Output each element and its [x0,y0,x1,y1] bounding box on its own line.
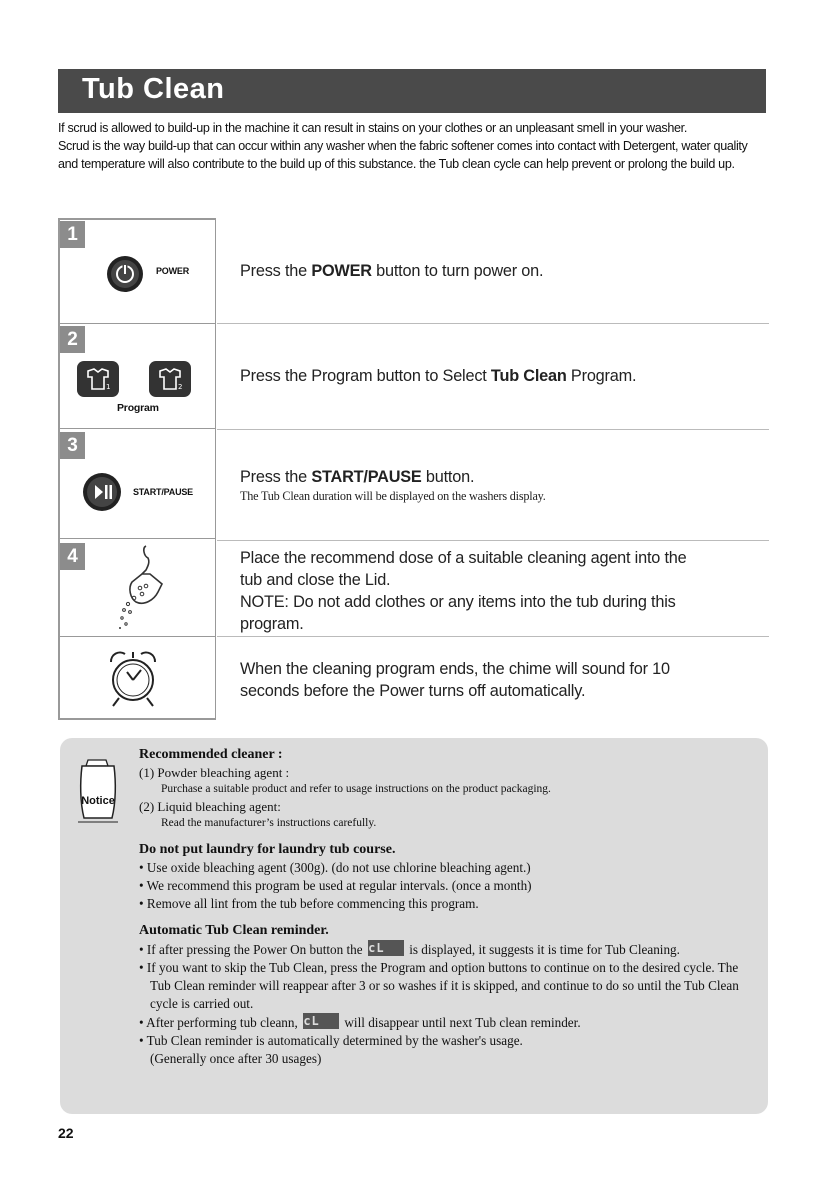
row-divider [217,540,769,541]
program-button-2-icon [148,360,192,398]
step-5-instruction [240,658,670,702]
notice-item: (1) Powder bleaching agent : [139,765,290,780]
page-number: 22 [58,1125,74,1141]
step-3-subtext: The Tub Clean duration will be displayed on the washers display. [240,489,546,503]
step-divider [58,538,216,539]
step-number-badge: 3 [60,432,85,459]
step-5-line: When the cleaning program ends, the chime will sound for 10 [240,660,670,678]
step-divider [58,323,216,324]
power-button-icon [106,255,144,293]
step-4-instruction [240,547,687,635]
lcd-tcl-indicator: tcL [303,1013,339,1029]
svg-text:1: 1 [106,383,111,391]
step-2-instruction [240,365,636,387]
step-4-line: Place the recommend dose of a suitable cleaning agent into the [240,549,687,567]
intro-text [58,119,770,173]
alarm-clock-icon [105,648,161,710]
step-number-badge: 4 [60,543,85,570]
steps-icon-column [58,218,216,720]
notice-bullet: • We recommend this program be used at regular intervals. (once a month) [139,878,532,893]
notice-item-detail: Read the manufacturer’s instructions carefully. [161,817,377,829]
step-2-bold: Tub Clean [490,367,567,385]
notice-bullet: • Tub Clean reminder is automatically determined by the washer's usage. [139,1033,523,1048]
step-4-line: tub and close the Lid. [240,571,391,589]
notice-icon [76,752,120,826]
notice-icon-label: Notice [81,795,115,807]
detergent-scoop-icon [114,544,170,630]
step-5-line: seconds before the Power turns off automatically. [240,682,586,700]
notice-bullet: • If after pressing the Power On button the tcL is displayed, it suggests it is time for Tub Cleaning. [139,941,680,957]
step-3-bold: START/PAUSE [311,468,422,486]
step-4-line: program. [240,615,304,633]
row-divider [217,636,769,637]
notice-bullet: • If you want to skip the Tub Clean, press the Program and option buttons to continue on to the desired cycle. The Tub Clean reminder will reappear after 3 or so washes if it is skipped, and continue to do so until the Tub Clean cycle is carried out. [139,960,739,1011]
notice-bullet-detail: (Generally once after 30 usages) [150,1051,322,1066]
step-3-text: Press the [240,468,312,486]
program-button-1-icon [76,360,120,398]
lcd-tcl-indicator: tcL [368,940,404,956]
step-divider [58,428,216,429]
intro-paragraph: Scrud is the way build-up that can occur within any washer when the fabric softener comes into contact with Detergent, water quality and temperature will also contribute to the build up of this substance. the Tub clean cycle can help prevent or prolong the build up. [58,139,748,171]
intro-paragraph: If scrud is allowed to build-up in the machine it can result in stains on your clothes or an unpleasant smell in your washer. [58,121,687,135]
step-2-text-end: Program. [566,367,637,385]
row-divider [217,323,769,324]
step-4-line: NOTE: Do not add clothes or any items into the tub during this [240,593,676,611]
program-label: Program [117,402,159,414]
notice-bullet: • Remove all lint from the tub before commencing this program. [139,896,479,911]
step-3-text-end: button. [421,468,475,486]
notice-item: (2) Liquid bleaching agent: [139,799,281,814]
do-not-heading: Do not put laundry for laundry tub course. [139,842,396,857]
step-1-text-end: button to turn power on. [371,262,544,280]
page-title: Tub Clean [82,73,225,105]
start-pause-label: START/PAUSE [133,487,193,497]
notice-bullet: • After performing tub cleann, tcL will disappear until next Tub clean reminder. [139,1014,581,1030]
recommended-heading: Recommended cleaner : [139,747,283,762]
step-number-badge: 1 [60,221,85,248]
step-1-instruction [240,260,543,282]
step-3-instruction [240,466,546,505]
step-1-bold: POWER [311,262,372,280]
step-divider [58,636,216,637]
step-2-text: Press the Program button to Select [240,367,491,385]
svg-text:2: 2 [178,383,183,391]
notice-content [139,746,759,1068]
step-number-badge: 2 [60,326,85,353]
notice-bullet: • Use oxide bleaching agent (300g). (do not use chlorine bleaching agent.) [139,860,531,875]
start-pause-button-icon [82,472,122,512]
auto-reminder-heading: Automatic Tub Clean reminder. [139,923,329,938]
row-divider [217,429,769,430]
notice-item-detail: Purchase a suitable product and refer to usage instructions on the product packaging. [161,783,551,795]
title-bar [58,69,766,113]
step-1-text: Press the [240,262,312,280]
power-label: POWER [156,266,190,276]
